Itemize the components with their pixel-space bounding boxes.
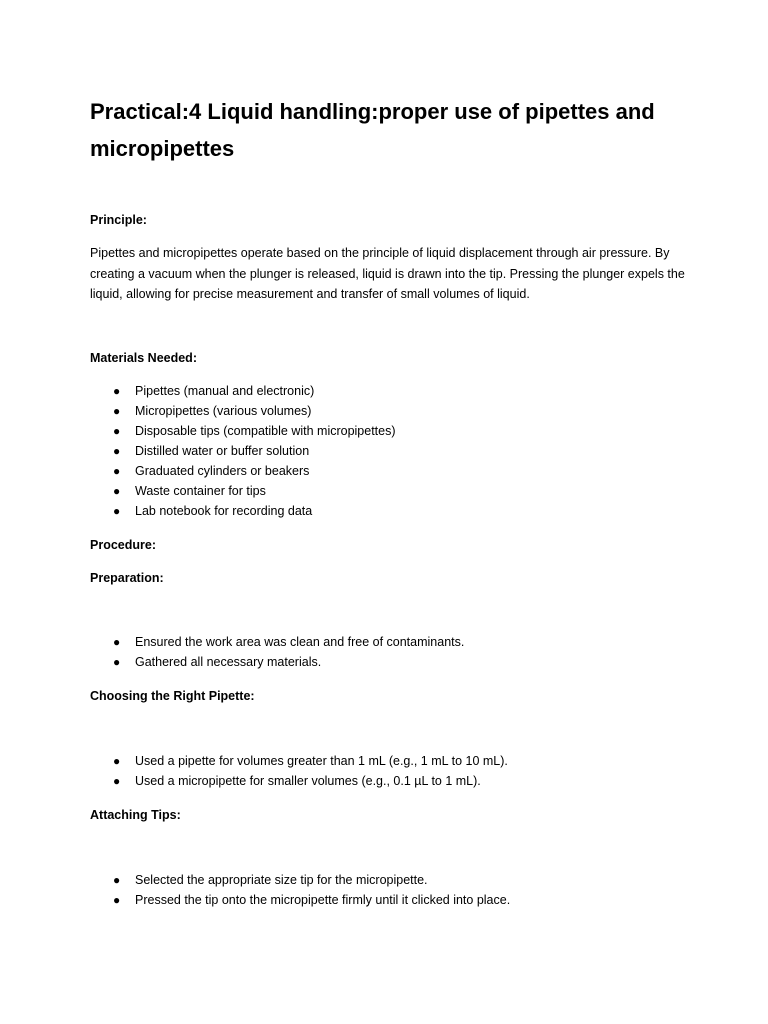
- bullet-icon: ●: [113, 424, 121, 438]
- list-item: [90, 461, 396, 481]
- bullet-icon: ●: [113, 484, 121, 498]
- list-item: [90, 421, 396, 441]
- bullet-icon: ●: [113, 655, 121, 669]
- list-item: [90, 751, 508, 771]
- list-item: [90, 401, 396, 421]
- list-item-text: Used a pipette for volumes greater than 1 mL (e.g., 1 mL to 10 mL).: [135, 754, 508, 768]
- bullet-icon: ●: [113, 635, 121, 649]
- bullet-icon: ●: [113, 774, 121, 788]
- choosing-pipette-heading: Choosing the Right Pipette:: [90, 689, 255, 703]
- preparation-heading: Preparation:: [90, 571, 164, 585]
- list-item-text: Pipettes (manual and electronic): [135, 384, 315, 398]
- bullet-icon: ●: [113, 464, 121, 478]
- list-item-text: Selected the appropriate size tip for the micropipette.: [135, 873, 428, 887]
- list-item: [90, 870, 510, 890]
- list-item-text: Disposable tips (compatible with micropipettes): [135, 424, 396, 438]
- attaching-tips-list: [90, 870, 510, 910]
- list-item-text: Micropipettes (various volumes): [135, 404, 312, 418]
- list-item: [90, 890, 510, 910]
- materials-heading: Materials Needed:: [90, 351, 197, 365]
- list-item: [90, 481, 396, 501]
- list-item-text: Gathered all necessary materials.: [135, 655, 322, 669]
- choosing-pipette-list: [90, 751, 508, 791]
- list-item-text: Graduated cylinders or beakers: [135, 464, 310, 478]
- preparation-list: [90, 632, 464, 672]
- principle-heading: Principle:: [90, 213, 147, 227]
- bullet-icon: ●: [113, 404, 121, 418]
- materials-list: [90, 381, 396, 521]
- bullet-icon: ●: [113, 504, 121, 518]
- list-item: [90, 501, 396, 521]
- page-title: Practical:4 Liquid handling:proper use of pipettes and micropipettes: [90, 99, 655, 161]
- procedure-heading: Procedure:: [90, 538, 156, 552]
- list-item: [90, 652, 464, 672]
- attaching-tips-heading: Attaching Tips:: [90, 808, 181, 822]
- list-item: [90, 441, 396, 461]
- list-item: [90, 381, 396, 401]
- bullet-icon: ●: [113, 754, 121, 768]
- list-item: [90, 771, 508, 791]
- list-item: [90, 632, 464, 652]
- list-item-text: Used a micropipette for smaller volumes (e.g., 0.1 µL to 1 mL).: [135, 774, 481, 788]
- bullet-icon: ●: [113, 893, 121, 907]
- list-item-text: Distilled water or buffer solution: [135, 444, 310, 458]
- list-item-text: Pressed the tip onto the micropipette firmly until it clicked into place.: [135, 893, 511, 907]
- bullet-icon: ●: [113, 873, 121, 887]
- bullet-icon: ●: [113, 444, 121, 458]
- list-item-text: Lab notebook for recording data: [135, 504, 313, 518]
- principle-text: Pipettes and micropipettes operate based on the principle of liquid displacement through air pressure. By creating a vacuum when the plunger is released, liquid is drawn into the tip. Pressing the plunger expels the liquid, allowing for precise measurement and transfer of small volumes of liquid.: [90, 246, 685, 301]
- bullet-icon: ●: [113, 384, 121, 398]
- list-item-text: Ensured the work area was clean and free of contaminants.: [135, 635, 465, 649]
- list-item-text: Waste container for tips: [135, 484, 266, 498]
